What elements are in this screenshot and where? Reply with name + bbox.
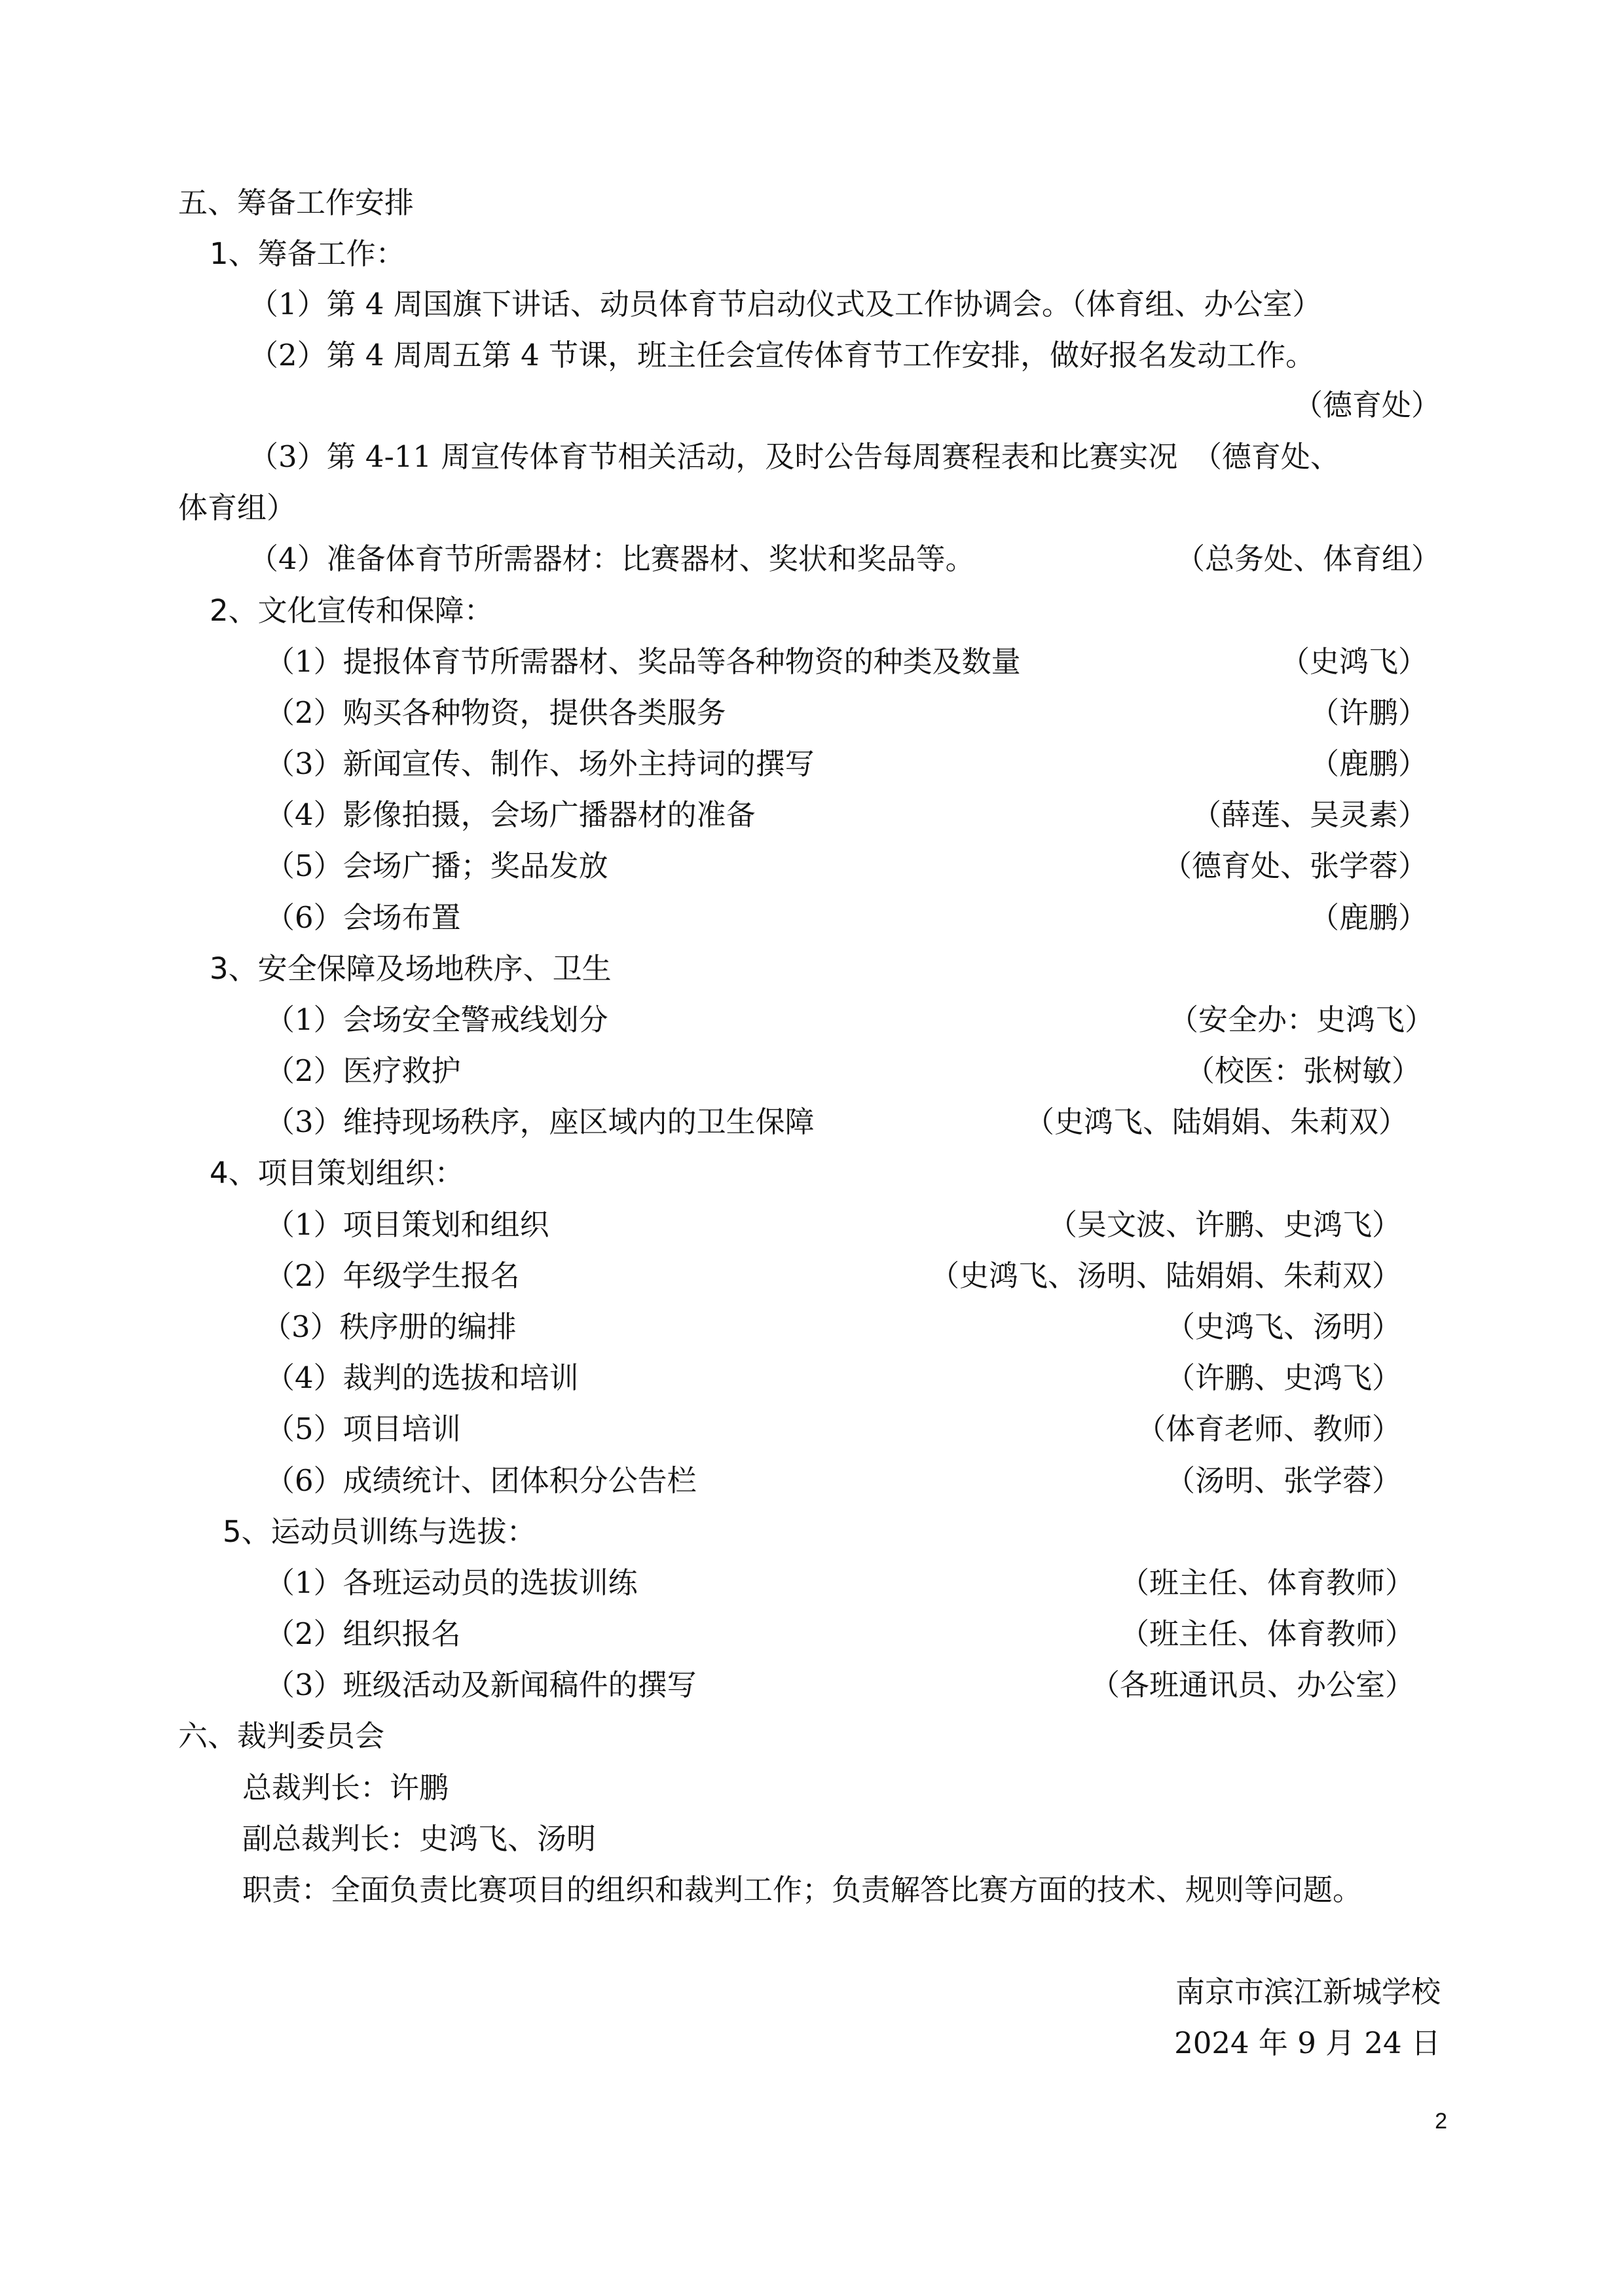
task-text: （2）购买各种物资，提供各类服务: [265, 695, 726, 730]
task-text: （6）成绩统计、团体积分公告栏: [265, 1463, 697, 1498]
list-item-continuation: 体育组）: [178, 490, 297, 525]
task-owner: （汤明、张学蓉）: [1165, 1463, 1401, 1498]
task-owner: （鹿鹏）: [1309, 900, 1428, 935]
duties: 职责：全面负责比赛项目的组织和裁判工作；负责解答比赛方面的技术、规则等问题。: [242, 1872, 1363, 1907]
subsection-title: 5、运动员训练与选拔：: [223, 1514, 536, 1549]
task-text: （1）各班运动员的选拔训练: [265, 1565, 638, 1600]
task-owner: （史鸿飞）: [1280, 644, 1428, 679]
subsection-title: 1、筹备工作：: [210, 236, 405, 271]
subsection-title: 4、项目策划组织：: [210, 1156, 464, 1190]
task-text: （1）项目策划和组织: [265, 1207, 549, 1242]
task-owner: （薛莲、吴灵素）: [1191, 797, 1428, 832]
chief-referee: 总裁判长：许鹏: [242, 1770, 449, 1805]
task-owner: （德育处、张学蓉）: [1162, 848, 1428, 883]
task-owner: （班主任、体育教师）: [1119, 1565, 1414, 1600]
task-owner: （史鸿飞、陆娟娟、朱莉双）: [1024, 1104, 1408, 1139]
task-text: （6）会场布置: [265, 900, 461, 935]
deputy-chief-referee: 副总裁判长：史鸿飞、汤明: [242, 1821, 597, 1856]
task-text: （1）提报体育节所需器材、奖品等各种物资的种类及数量: [265, 644, 1021, 679]
task-text: （2）组织报名: [265, 1616, 461, 1651]
task-owner: （许鹏）: [1309, 695, 1428, 730]
list-item: （2）第 4 周周五第 4 节课，班主任会宣传体育节工作安排，做好报名发动工作。: [249, 338, 1316, 373]
task-owner: （体育老师、教师）: [1135, 1412, 1401, 1446]
task-text: （5）会场广播；奖品发放: [265, 848, 608, 883]
task-owner: （各班通讯员、办公室）: [1090, 1667, 1414, 1702]
signature-org: 南京市滨江新城学校: [1175, 1975, 1441, 2009]
task-text: （5）项目培训: [265, 1412, 461, 1446]
task-owner: （班主任、体育教师）: [1119, 1616, 1414, 1651]
signature-date: 2024 年 9 月 24 日: [1174, 2026, 1441, 2060]
task-owner: （许鹏、史鸿飞）: [1165, 1360, 1401, 1395]
task-owner: （安全办：史鸿飞）: [1168, 1002, 1434, 1037]
task-owner: （史鸿飞、汤明、陆娟娟、朱莉双）: [929, 1258, 1401, 1293]
task-text: （2）医疗救护: [265, 1053, 461, 1088]
task-owner: （校医：张树敏）: [1185, 1053, 1421, 1088]
task-text: （3）秩序册的编排: [262, 1309, 517, 1344]
task-text: （3）新闻宣传、制作、场外主持词的撰写: [265, 746, 815, 781]
subsection-title: 2、文化宣传和保障：: [210, 593, 494, 628]
subsection-title: 3、安全保障及场地秩序、卫生: [210, 951, 612, 986]
task-owner: （史鸿飞、汤明）: [1165, 1309, 1401, 1344]
task-text: （3）维持现场秩序，座区域内的卫生保障: [265, 1104, 815, 1139]
section-title: 六、裁判委员会: [178, 1719, 385, 1753]
task-text: （3）班级活动及新闻稿件的撰写: [265, 1667, 697, 1702]
list-item: （4）准备体育节所需器材：比赛器材、奖状和奖品等。: [249, 541, 975, 576]
task-owner: （吴文波、许鹏、史鸿飞）: [1047, 1207, 1401, 1242]
list-item-owner: （德育处）: [1293, 388, 1441, 422]
page-number: 2: [1435, 2109, 1447, 2134]
task-text: （4）影像拍摄，会场广播器材的准备: [265, 797, 756, 832]
task-text: （1）会场安全警戒线划分: [265, 1002, 608, 1037]
list-item: （3）第 4-11 周宣传体育节相关活动，及时公告每周赛程表和比赛实况 （德育处、: [249, 439, 1340, 474]
list-item: （1）第 4 周国旗下讲话、动员体育节启动仪式及工作协调会。（体育组、办公室）: [249, 287, 1322, 321]
list-item-owner: （总务处、体育组）: [1175, 541, 1441, 576]
task-text: （4）裁判的选拔和培训: [265, 1360, 579, 1395]
task-owner: （鹿鹏）: [1309, 746, 1428, 781]
section-title: 五、筹备工作安排: [178, 185, 415, 220]
task-text: （2）年级学生报名: [265, 1258, 520, 1293]
